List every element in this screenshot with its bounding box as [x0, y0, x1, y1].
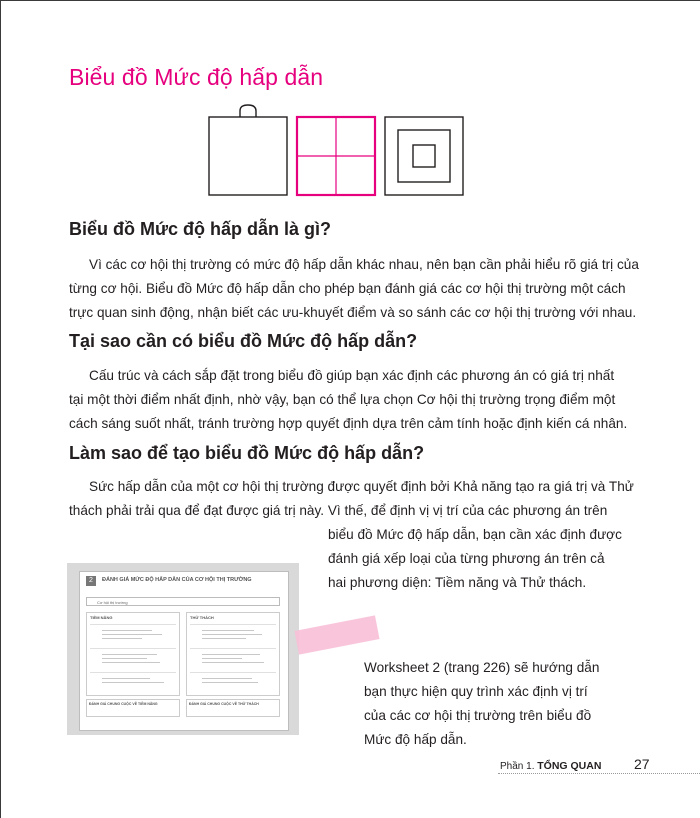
section-heading-what: Biểu đồ Mức độ hấp dẫn là gì? — [69, 219, 332, 239]
footer-part-label: Phần 1. — [500, 761, 535, 772]
worksheet-potential-column — [86, 612, 180, 696]
highlighter-mark — [294, 615, 379, 654]
worksheet-sheet — [79, 571, 289, 731]
chapter-title: Biểu đồ Mức độ hấp dẫn — [69, 64, 324, 90]
worksheet-number: 2 — [86, 576, 96, 586]
paragraph-line: Sức hấp dẫn của một cơ hội thị trường được quyết định bởi Khả năng tạo ra giá trị và Thử — [89, 479, 634, 494]
worksheet-title: ĐÁNH GIÁ MỨC ĐỘ HẤP DẪN CỦA CƠ HỘI THỊ TRƯỜNG — [102, 577, 252, 583]
note-line: Worksheet 2 (trang 226) sẽ hướng dẫn — [364, 660, 600, 675]
paragraph-line: biểu đồ Mức độ hấp dẫn, bạn cần xác định được — [328, 527, 622, 542]
section-paragraph-how — [69, 475, 634, 523]
page-edge-left — [0, 0, 1, 818]
note-line: bạn thực hiện quy trình xác định vị trí — [364, 684, 588, 699]
paragraph-line: đánh giá xếp loại của từng phương án trên cả — [328, 551, 605, 566]
page-number: 27 — [634, 756, 650, 772]
paragraph-line: từng cơ hội. Biểu đồ Mức độ hấp dẫn cho phép bạn đánh giá các cơ hội thị trường một cách — [69, 281, 626, 296]
paragraph-line: thách phải trải qua để đạt được giá trị này. Vì thế, để định vị vị trí của các phương án trên — [69, 503, 608, 518]
worksheet-note — [364, 656, 614, 752]
nested-squares-icon — [385, 117, 463, 195]
worksheet-criterion-block — [190, 648, 276, 669]
icon-row — [208, 104, 468, 198]
running-footer — [500, 760, 601, 772]
paragraph-line: cách sáng suốt nhất, tránh trường hợp quyết định dựa trên cảm tính hoặc định kiến cá nhân. — [69, 416, 628, 431]
paragraph-line: Vì các cơ hội thị trường có mức độ hấp dẫn khác nhau, nên bạn cần phải hiểu rõ giá trị của — [89, 257, 639, 272]
section-heading-why: Tại sao cần có biểu đồ Mức độ hấp dẫn? — [69, 331, 418, 351]
note-line: của các cơ hội thị trường trên biểu đồ — [364, 708, 592, 723]
paragraph-line: tại một thời điểm nhất định, nhờ vậy, bạn có thể lựa chọn Cơ hội thị trường trọng điểm một — [69, 392, 616, 407]
section-paragraph-what — [69, 253, 639, 325]
worksheet-criterion-block — [90, 672, 176, 693]
footer-section-label: TỔNG QUAN — [537, 760, 602, 772]
four-quadrant-grid-icon — [297, 117, 375, 195]
section-heading-how: Làm sao để tạo biểu đồ Mức độ hấp dẫn? — [69, 443, 425, 463]
worksheet-criterion-block — [90, 624, 176, 645]
note-line: Mức độ hấp dẫn. — [364, 732, 467, 747]
paragraph-line: hai phương diện: Tiềm năng và Thử thách. — [328, 575, 587, 590]
worksheet-opportunity-field: Cơ hội thị trường — [86, 597, 280, 606]
worksheet-column-label: THỬ THÁCH — [190, 615, 214, 620]
section-paragraph-why — [69, 364, 628, 436]
worksheet-potential-summary: ĐÁNH GIÁ CHUNG CUỘC VỀ TIỀM NĂNG — [86, 699, 180, 717]
worksheet-column-label: TIỀM NĂNG — [90, 615, 113, 620]
worksheet-thumbnail — [67, 563, 299, 735]
worksheet-criterion-block — [190, 672, 276, 693]
shopping-bag-icon — [209, 105, 287, 195]
worksheet-criterion-block — [190, 624, 276, 645]
section-paragraph-how-wrap — [328, 523, 622, 595]
page-edge-top — [0, 0, 700, 1]
paragraph-line: Cấu trúc và cách sắp đặt trong biểu đồ giúp bạn xác định các phương án có giá trị nhất — [89, 368, 615, 383]
paragraph-line: trực quan sinh động, nhận biết các ưu-khuyết điểm và so sánh các cơ hội thị trường với nhau. — [69, 305, 637, 320]
worksheet-challenge-column — [186, 612, 280, 696]
worksheet-challenge-summary: ĐÁNH GIÁ CHUNG CUỘC VỀ THỬ THÁCH — [186, 699, 280, 717]
worksheet-criterion-block — [90, 648, 176, 669]
footer-rule — [498, 773, 700, 774]
